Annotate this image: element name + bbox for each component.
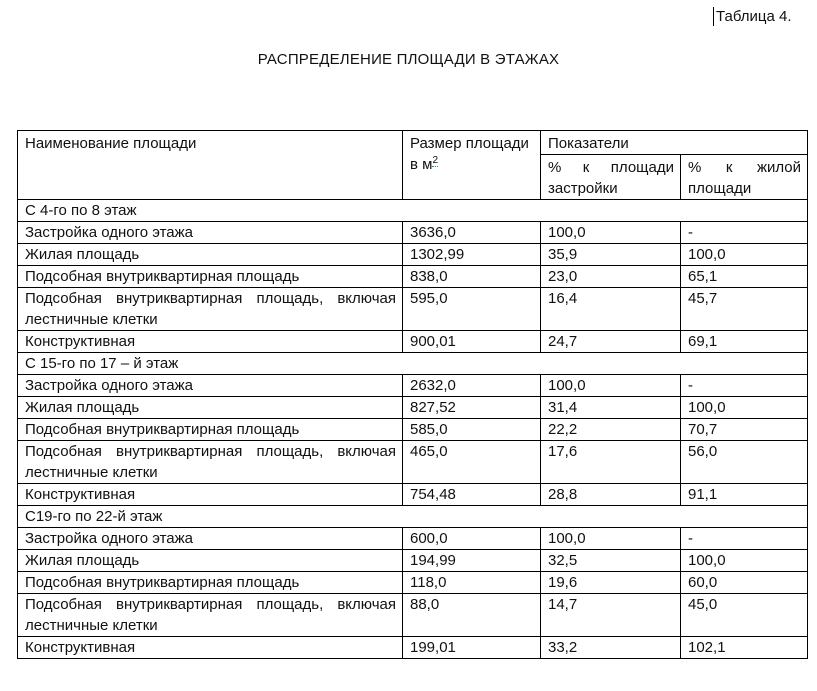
row-pct-build: 100,0 <box>541 222 681 244</box>
row-pct-living: 69,1 <box>681 331 808 353</box>
table-row <box>18 637 808 659</box>
header-size-label: Размер площади в м <box>410 135 529 173</box>
table-row <box>18 419 808 441</box>
row-pct-build: 28,8 <box>541 484 681 506</box>
header-pct-living: % к жилой площади <box>681 155 808 200</box>
row-size: 199,01 <box>403 637 541 659</box>
row-pct-living: 100,0 <box>681 244 808 266</box>
row-size: 827,52 <box>403 397 541 419</box>
text-cursor <box>713 7 714 26</box>
table-row <box>18 594 808 637</box>
header-pct-build: % к площади застройки <box>541 155 681 200</box>
section-row <box>18 506 808 528</box>
table-row <box>18 484 808 506</box>
row-pct-living: 100,0 <box>681 397 808 419</box>
row-name: Конструктивная <box>18 331 403 353</box>
row-pct-build: 17,6 <box>541 441 681 484</box>
row-pct-living: 45,0 <box>681 594 808 637</box>
row-size: 118,0 <box>403 572 541 594</box>
section-row <box>18 200 808 222</box>
row-size: 194,99 <box>403 550 541 572</box>
row-pct-build: 22,2 <box>541 419 681 441</box>
row-pct-build: 16,4 <box>541 288 681 331</box>
area-distribution-table <box>17 130 808 659</box>
row-pct-living: - <box>681 528 808 550</box>
row-pct-living: 100,0 <box>681 550 808 572</box>
table-row <box>18 528 808 550</box>
row-size: 595,0 <box>403 288 541 331</box>
row-pct-living: 45,7 <box>681 288 808 331</box>
table-row <box>18 441 808 484</box>
row-name: Подсобная внутриквартирная площадь <box>18 266 403 288</box>
row-name: Подсобная внутриквартирная площадь, включая лестничные клетки <box>18 441 403 484</box>
row-size: 600,0 <box>403 528 541 550</box>
table-row <box>18 266 808 288</box>
row-size: 1302,99 <box>403 244 541 266</box>
section-title: С19-го по 22-й этаж <box>18 506 808 528</box>
header-row <box>18 131 808 155</box>
row-pct-build: 35,9 <box>541 244 681 266</box>
table-row <box>18 572 808 594</box>
row-pct-build: 23,0 <box>541 266 681 288</box>
row-pct-build: 14,7 <box>541 594 681 637</box>
row-name: Конструктивная <box>18 637 403 659</box>
row-pct-build: 24,7 <box>541 331 681 353</box>
row-name: Конструктивная <box>18 484 403 506</box>
header-name: Наименование площади <box>18 131 403 200</box>
table-row <box>18 288 808 331</box>
table-row <box>18 222 808 244</box>
table-row <box>18 397 808 419</box>
row-pct-build: 31,4 <box>541 397 681 419</box>
row-name: Жилая площадь <box>18 550 403 572</box>
row-name: Подсобная внутриквартирная площадь, включая лестничные клетки <box>18 594 403 637</box>
row-size: 838,0 <box>403 266 541 288</box>
row-pct-living: - <box>681 375 808 397</box>
header-size <box>403 131 541 200</box>
row-size: 3636,0 <box>403 222 541 244</box>
section-title: С 15-го по 17 – й этаж <box>18 353 808 375</box>
row-pct-living: 60,0 <box>681 572 808 594</box>
table-row <box>18 244 808 266</box>
row-pct-living: 102,1 <box>681 637 808 659</box>
header-size-sup: 2 <box>432 155 439 166</box>
row-name: Подсобная внутриквартирная площадь, включая лестничные клетки <box>18 288 403 331</box>
section-row <box>18 353 808 375</box>
row-pct-build: 100,0 <box>541 375 681 397</box>
row-pct-living: 56,0 <box>681 441 808 484</box>
row-pct-living: 70,7 <box>681 419 808 441</box>
row-pct-living: 91,1 <box>681 484 808 506</box>
row-name: Подсобная внутриквартирная площадь <box>18 419 403 441</box>
row-pct-living: 65,1 <box>681 266 808 288</box>
row-pct-build: 33,2 <box>541 637 681 659</box>
row-size: 465,0 <box>403 441 541 484</box>
row-pct-build: 32,5 <box>541 550 681 572</box>
row-pct-build: 19,6 <box>541 572 681 594</box>
table-row <box>18 375 808 397</box>
table-row <box>18 550 808 572</box>
row-size: 900,01 <box>403 331 541 353</box>
row-pct-build: 100,0 <box>541 528 681 550</box>
table-title: РАСПРЕДЕЛЕНИЕ ПЛОЩАДИ В ЭТАЖАХ <box>257 51 560 68</box>
section-title: С 4-го по 8 этаж <box>18 200 808 222</box>
row-name: Застройка одного этажа <box>18 528 403 550</box>
row-size: 2632,0 <box>403 375 541 397</box>
row-size: 754,48 <box>403 484 541 506</box>
row-name: Застройка одного этажа <box>18 222 403 244</box>
table-number: Таблица 4. <box>716 8 792 25</box>
row-size: 585,0 <box>403 419 541 441</box>
row-pct-living: - <box>681 222 808 244</box>
row-name: Жилая площадь <box>18 397 403 419</box>
row-size: 88,0 <box>403 594 541 637</box>
row-name: Подсобная внутриквартирная площадь <box>18 572 403 594</box>
header-group: Показатели <box>541 131 808 155</box>
row-name: Застройка одного этажа <box>18 375 403 397</box>
table-row <box>18 331 808 353</box>
row-name: Жилая площадь <box>18 244 403 266</box>
